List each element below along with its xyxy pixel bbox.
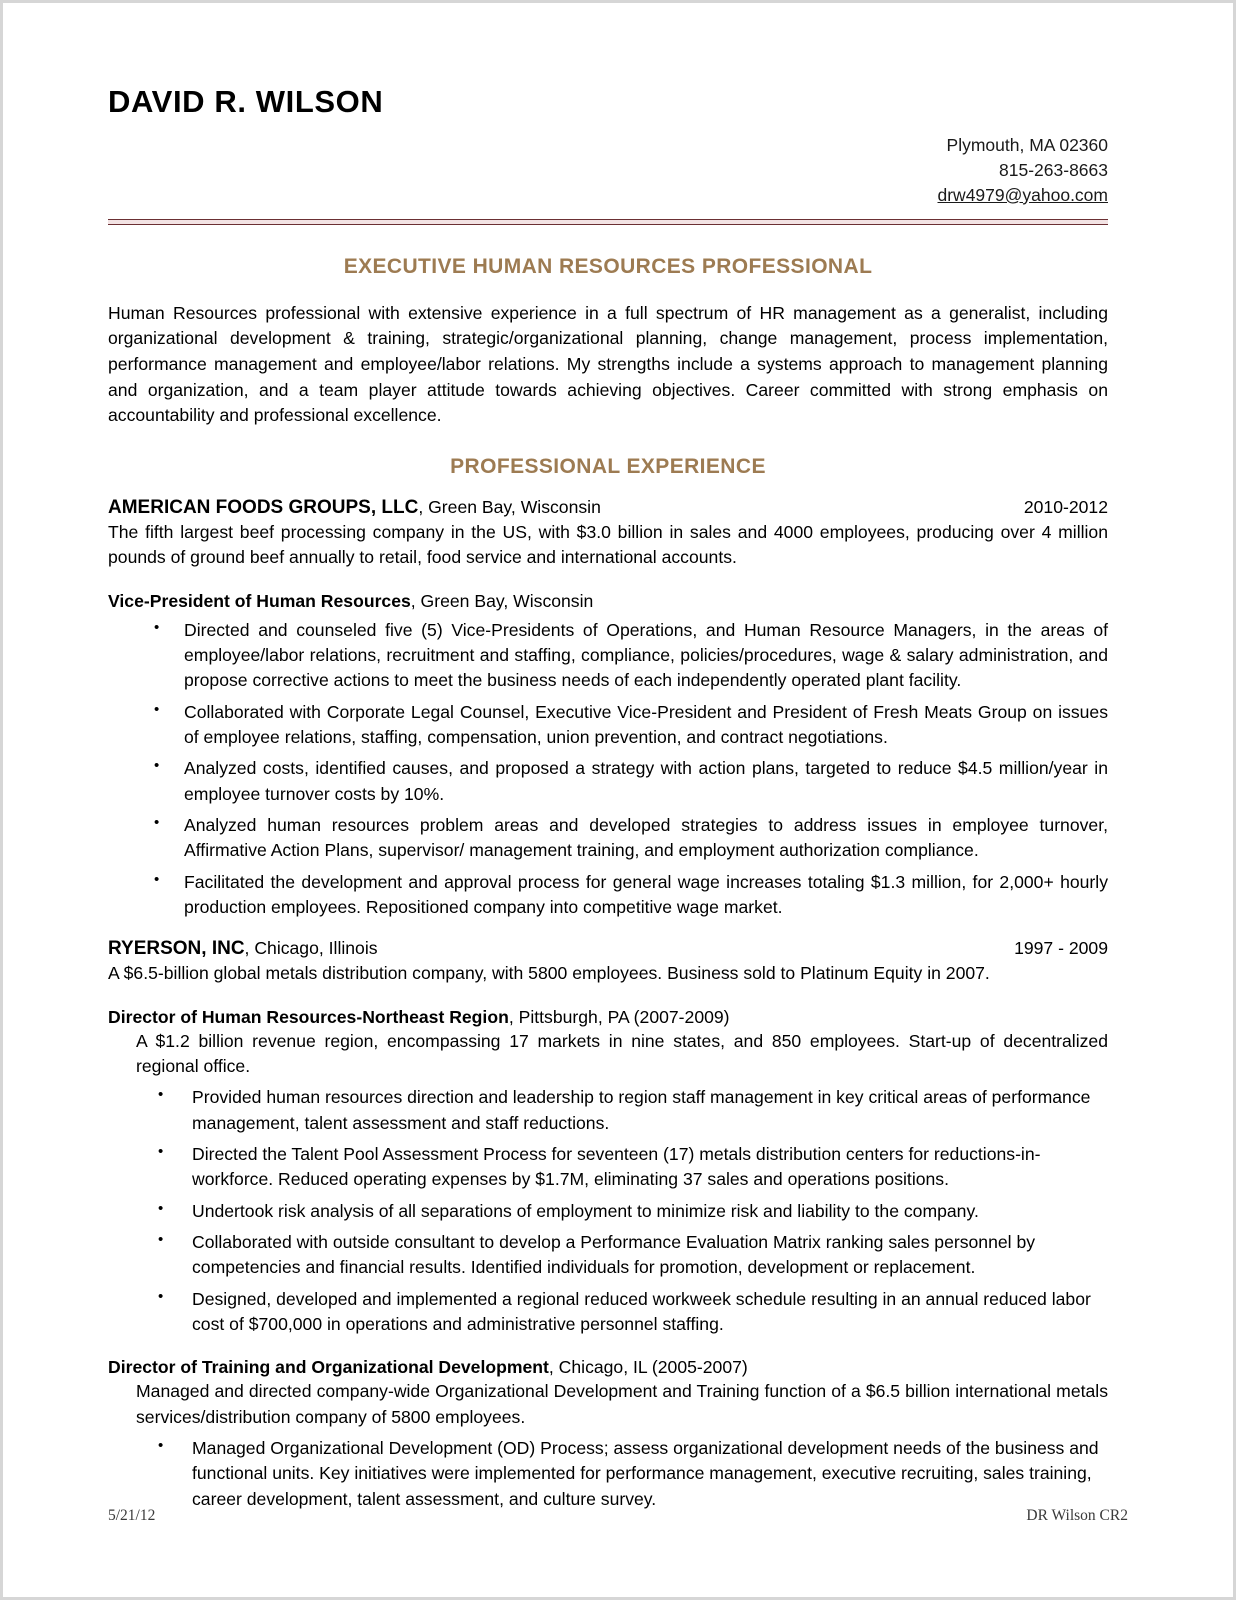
role-header	[108, 1007, 1108, 1028]
list-item: • Provided human resources direction and leadership to region staff management in key critical areas of performance management, talent assessment and staff reductions.	[108, 1085, 1108, 1136]
contact-location: Plymouth, MA 02360	[946, 135, 1108, 156]
role-header	[108, 1357, 1108, 1378]
list-item: • Managed Organizational Development (OD) Process; assess organizational development needs of the business and functional units. Key initiatives were implemented for performance management, executive recruiting, sales training, career development, talent assessment, and culture survey.	[108, 1436, 1108, 1512]
list-item: • Analyzed human resources problem areas and developed strategies to address issues in employee turnover, Affirmative Action Plans, supervisor/ management training, and employment authorization compliance.	[108, 813, 1108, 864]
company-title-group	[108, 938, 378, 960]
role-bullet-list	[108, 1436, 1108, 1512]
role-description: Managed and directed company-wide Organizational Development and Training function of a $6.5 billion international metals services/distribution company of 5800 employees.	[136, 1381, 1108, 1427]
list-item: • Analyzed costs, identified causes, and proposed a strategy with action plans, targeted to reduce $4.5 million/year in employee turnover costs by 10%.	[108, 756, 1108, 807]
company-location: , Green Bay, Wisconsin	[418, 496, 601, 517]
list-item: • Collaborated with Corporate Legal Counsel, Executive Vice-President and President of Fresh Meats Group on issues of employee relations, staffing, compensation, union prevention, and contract negotiations.	[108, 700, 1108, 751]
contact-email[interactable]: drw4979@yahoo.com	[937, 184, 1108, 205]
resume-content	[108, 3, 1108, 1512]
company-header	[108, 938, 1108, 960]
list-item: • Undertook risk analysis of all separations of employment to minimize risk and liability to the company.	[108, 1199, 1108, 1224]
role-bullet-list	[108, 1085, 1108, 1337]
company-description: The fifth largest beef processing company in the US, with $3.0 billion in sales and 4000 employees, producing over 4 million pounds of ground beef annually to retail, food service and international accounts.	[108, 521, 1108, 568]
footer-reference: DR Wilson CR2	[1026, 1507, 1128, 1524]
footer-date: 5/21/12	[108, 1507, 156, 1524]
company-name: AMERICAN FOODS GROUPS, LLC	[108, 496, 419, 518]
role-title: Vice-President of Human Resources	[108, 590, 411, 611]
list-item: • Facilitated the development and approval process for general wage increases totaling $1.3 million, for 2,000+ hourly production employees. Repositioned company into competitive wage market.	[108, 870, 1108, 921]
role-description: A $1.2 billion revenue region, encompassing 17 markets in nine states, and 850 employees. Start-up of decentralized regional office.	[136, 1030, 1108, 1076]
role-bullet-list	[108, 618, 1108, 921]
contact-phone: 815-263-8663	[999, 159, 1108, 180]
summary-paragraph: Human Resources professional with extensive experience in a full spectrum of HR management as a generalist, including organizational development & training, strategic/organizational planning, change management, process implementation, performance management and employee/labor relations. My strengths include a systems approach to management planning and organization, and a team player attitude towards achieving objectives. Career committed with strong emphasis on accountability and professional excellence.	[108, 302, 1108, 426]
list-item: • Collaborated with outside consultant to develop a Performance Evaluation Matrix ranking sales personnel by competencies and financial results. Identified individuals for promotion, development or replacement.	[108, 1230, 1108, 1281]
page-title: DAVID R. WILSON	[108, 84, 384, 119]
contact-block	[108, 133, 1108, 208]
company-dates: 1997 - 2009	[1014, 938, 1108, 959]
page-footer	[108, 1507, 1128, 1525]
company-title-group	[108, 497, 601, 519]
list-item: • Designed, developed and implemented a regional reduced workweek schedule resulting in an annual reduced labor cost of $700,000 in operations and administrative personnel staffing.	[108, 1287, 1108, 1338]
company-description: A $6.5-billion global metals distribution company, with 5800 employees. Business sold to Platinum Equity in 2007.	[108, 963, 990, 984]
header-divider	[108, 219, 1108, 225]
role-title: Director of Human Resources-Northeast Region	[108, 1006, 509, 1027]
company-header	[108, 497, 1108, 519]
role-location: , Green Bay, Wisconsin	[410, 590, 594, 611]
list-item: • Directed and counseled five (5) Vice-Presidents of Operations, and Human Resource Managers, in the areas of employee/labor relations, recruitment and staffing, compliance, policies/procedures, wage & salary administration, and propose corrective actions to meet the business needs of each independently operated plant facility.	[108, 618, 1108, 694]
company-dates: 2010-2012	[1023, 496, 1108, 517]
role-title: Director of Training and Organizational Development	[108, 1357, 549, 1378]
list-item: • Directed the Talent Pool Assessment Process for seventeen (17) metals distribution centers for reductions-in-workforce. Reduced operating expenses by $1.7M, eliminating 37 sales and operations positions.	[108, 1142, 1108, 1193]
company-location: , Chicago, Illinois	[244, 938, 378, 959]
role-location: , Pittsburgh, PA (2007-2009)	[508, 1006, 730, 1027]
role-location: , Chicago, IL (2005-2007)	[548, 1357, 748, 1378]
headline: EXECUTIVE HUMAN RESOURCES PROFESSIONAL	[343, 254, 873, 278]
company-name: RYERSON, INC	[108, 938, 245, 960]
role-header	[108, 591, 1108, 612]
section-heading-experience: PROFESSIONAL EXPERIENCE	[450, 454, 766, 478]
